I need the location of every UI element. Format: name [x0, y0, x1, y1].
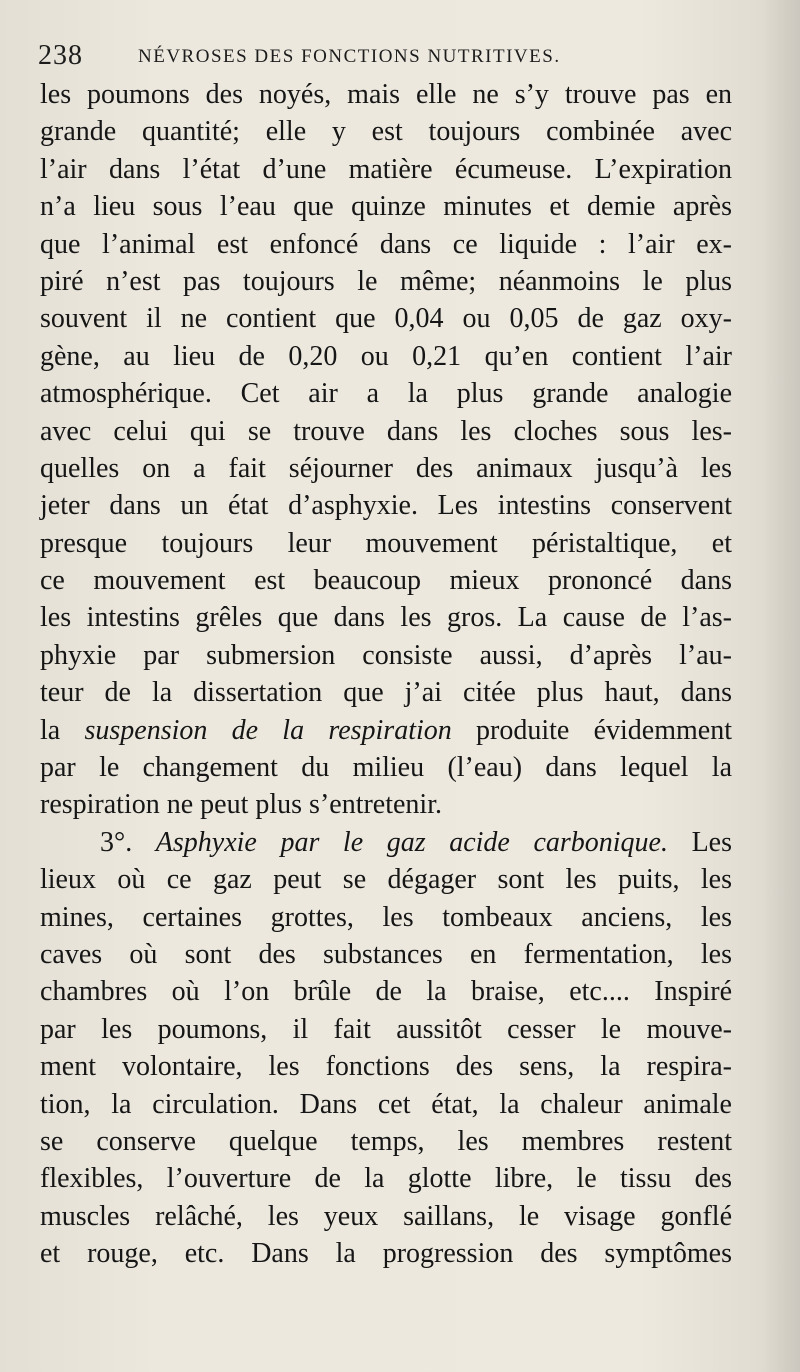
text-line	[40, 674, 732, 711]
text-segment: presque toujours leur mouvement péristaltique, et	[40, 527, 732, 559]
text-line	[40, 375, 732, 412]
running-title: NÉVROSES DES FONCTIONS NUTRITIVES.	[138, 46, 561, 67]
text-segment: muscles relâché, les yeux saillans, le visage gonflé	[40, 1200, 732, 1232]
text-segment: Les	[667, 826, 733, 858]
body-text	[40, 76, 732, 1273]
text-segment: ce mouvement est beaucoup mieux prononcé dans	[40, 565, 732, 597]
text-segment: quelles on a fait séjourner des animaux jusqu’à les	[40, 452, 732, 484]
text-segment: la	[40, 714, 85, 746]
text-segment: se conserve quelque temps, les membres restent	[40, 1125, 732, 1157]
text-segment: souvent il ne contient que 0,04 ou 0,05 de gaz oxy-	[40, 303, 732, 335]
text-segment: mines, certaines grottes, les tombeaux anciens, les	[40, 901, 732, 933]
text-segment: teur de la dissertation que j’ai citée plus haut, dans	[40, 677, 732, 709]
text-segment: et rouge, etc. Dans la progression des symptômes	[40, 1238, 732, 1270]
text-line	[40, 300, 732, 337]
text-segment: gène, au lieu de 0,20 ou 0,21 qu’en contient l’air	[40, 340, 732, 372]
text-segment: les poumons des noyés, mais elle ne s’y trouve pas en	[40, 79, 732, 110]
text-segment: tion, la circulation. Dans cet état, la chaleur animale	[40, 1088, 732, 1120]
text-line	[40, 936, 732, 973]
text-segment: l’air dans l’état d’une matière écumeuse. L’expiration	[40, 153, 732, 185]
text-line	[40, 899, 732, 936]
text-segment: lieux où ce gaz peut se dégager sont les puits, les	[40, 864, 732, 896]
text-line	[40, 861, 732, 898]
text-line	[40, 824, 732, 861]
text-line	[40, 562, 732, 599]
text-segment: jeter dans un état d’asphyxie. Les intestins conservent	[40, 490, 732, 522]
text-line	[40, 113, 732, 150]
text-segment: par les poumons, il fait aussitôt cesser le mouve-	[40, 1013, 732, 1045]
running-head	[38, 40, 738, 80]
text-line	[40, 226, 732, 263]
text-line	[40, 263, 732, 300]
text-line	[40, 487, 732, 524]
text-line	[40, 1086, 732, 1123]
text-line	[40, 1235, 732, 1272]
text-segment: produite évidemment	[451, 714, 732, 746]
text-line	[40, 749, 732, 786]
text-line	[40, 1011, 732, 1048]
text-line	[40, 637, 732, 674]
text-segment: 3°.	[100, 826, 156, 858]
italic-text: Asphyxie par le gaz acide carbonique.	[155, 826, 668, 858]
text-segment: grande quantité; elle y est toujours combinée avec	[40, 116, 732, 148]
text-segment: par le changement du milieu (l’eau) dans lequel la	[40, 752, 732, 784]
text-segment: caves où sont des substances en fermentation, les	[40, 938, 732, 970]
page-number: 238	[38, 40, 83, 71]
text-line	[40, 413, 732, 450]
text-segment: chambres où l’on brûle de la braise, etc.... Inspiré	[40, 976, 732, 1008]
text-line	[40, 1048, 732, 1085]
text-line	[40, 1160, 732, 1197]
text-segment: atmosphérique. Cet air a la plus grande analogie	[40, 378, 732, 410]
text-line	[40, 188, 732, 225]
text-segment: ment volontaire, les fonctions des sens, la respira-	[40, 1051, 732, 1083]
italic-text: suspension de la respiration	[84, 714, 452, 746]
text-segment: flexibles, l’ouverture de la glotte libre, le tissu des	[40, 1163, 732, 1195]
text-line	[40, 151, 732, 188]
text-line	[40, 1123, 732, 1160]
text-segment: les intestins grêles que dans les gros. La cause de l’as-	[40, 602, 732, 634]
text-line	[40, 1198, 732, 1235]
text-line	[40, 338, 732, 375]
text-line	[40, 973, 732, 1010]
text-segment: avec celui qui se trouve dans les cloches sous les-	[40, 415, 732, 447]
page-edge-shadow	[760, 0, 800, 1372]
text-line	[40, 525, 732, 562]
text-line	[40, 450, 732, 487]
text-line	[40, 599, 732, 636]
text-segment: phyxie par submersion consiste aussi, d’après l’au-	[40, 639, 732, 671]
text-segment: piré n’est pas toujours le même; néanmoins le plus	[40, 265, 732, 297]
text-segment: respiration ne peut plus s’entretenir.	[40, 789, 442, 821]
text-line	[40, 76, 732, 113]
text-segment: n’a lieu sous l’eau que quinze minutes et demie après	[40, 191, 732, 223]
text-line	[40, 786, 732, 823]
text-segment: que l’animal est enfoncé dans ce liquide : l’air ex-	[40, 228, 732, 260]
text-line	[40, 712, 732, 749]
